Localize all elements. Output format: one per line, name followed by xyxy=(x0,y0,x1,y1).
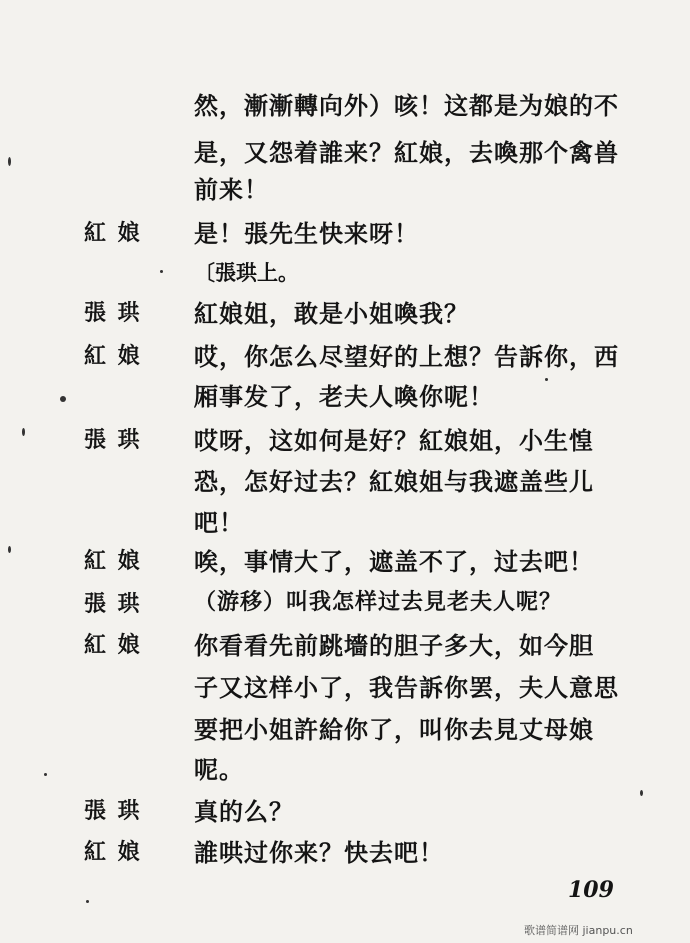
dialogue-text: 哎呀，这如何是好？紅娘姐，小生惶 xyxy=(194,426,594,455)
dialogue-text: 然，漸漸轉向外）咳！这都是为娘的不 xyxy=(194,91,619,120)
watermark: 歌谱简谱网 jianpu.cn xyxy=(524,924,633,937)
scan-speck xyxy=(640,790,643,796)
scan-speck xyxy=(86,900,89,903)
dialogue-text: 呢。 xyxy=(194,755,244,784)
speaker-name: 紅 娘 xyxy=(84,839,142,865)
speaker-name: 張 珙 xyxy=(84,427,142,453)
stage-direction: 〔張珙上。 xyxy=(194,260,299,285)
dialogue-text: 是，又怨着誰来？紅娘，去喚那个禽兽 xyxy=(194,138,619,167)
dialogue-text: 真的么？ xyxy=(194,797,294,826)
dialogue-text: 哎，你怎么尽望好的上想？告訴你，西 xyxy=(194,342,619,371)
speaker-name: 張 珙 xyxy=(84,798,142,824)
speaker-name: 張 珙 xyxy=(84,591,142,617)
scan-speck xyxy=(160,270,163,273)
scan-speck xyxy=(8,546,11,553)
scan-speck xyxy=(8,157,11,166)
dialogue-text: （游移）叫我怎样过去見老夫人呢？ xyxy=(194,589,563,615)
scan-speck xyxy=(60,396,66,402)
dialogue-text: 紅娘姐，敢是小姐喚我？ xyxy=(194,299,469,328)
page-number: 109 xyxy=(568,877,614,903)
speaker-name: 紅 娘 xyxy=(84,343,142,369)
dialogue-text: 恐，怎好过去？紅娘姐与我遮盖些儿 xyxy=(194,467,594,496)
speaker-name: 紅 娘 xyxy=(84,632,142,658)
dialogue-text: 要把小姐許給你了，叫你去見丈母娘 xyxy=(194,715,594,744)
scan-speck xyxy=(44,773,47,776)
dialogue-text: 厢事发了，老夫人喚你呢！ xyxy=(194,382,494,411)
dialogue-text: 是！張先生快来呀！ xyxy=(194,219,419,248)
dialogue-text: 子又这样小了，我告訴你罢，夫人意思 xyxy=(194,673,619,702)
dialogue-text: 前来！ xyxy=(194,175,269,204)
speaker-name: 張 珙 xyxy=(84,300,142,326)
dialogue-text: 誰哄过你来？快去吧！ xyxy=(194,838,444,867)
speaker-name: 紅 娘 xyxy=(84,220,142,246)
dialogue-text: 吧！ xyxy=(194,508,244,537)
dialogue-text: 你看看先前跳墻的胆子多大，如今胆 xyxy=(194,631,594,660)
scan-speck xyxy=(545,378,548,381)
dialogue-text: 唉，事情大了，遮盖不了，过去吧！ xyxy=(194,547,594,576)
scan-speck xyxy=(22,428,25,436)
speaker-name: 紅 娘 xyxy=(84,548,142,574)
